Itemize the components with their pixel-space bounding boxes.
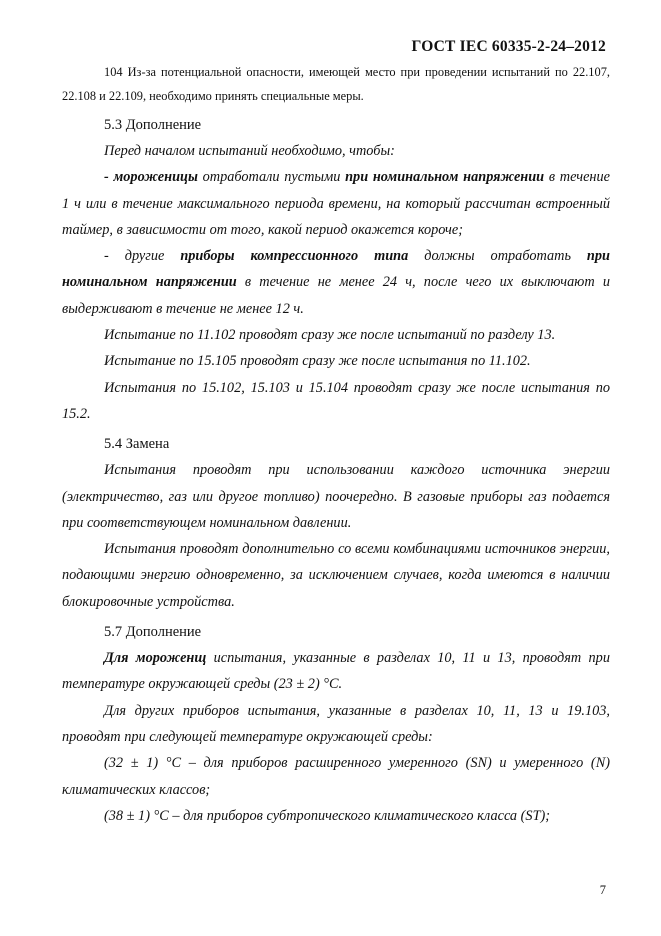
section-5-4-paragraph: Испытания проводят дополнительно со всеми комбинациями источников энергии, подающими энергию одновременно, за исключением случаев, когда имеются в наличии блокировочные устройства. — [62, 541, 610, 610]
section-5-3-paragraph: Испытание по 11.102 проводят сразу же после испытаний по разделу 13. — [104, 327, 556, 344]
section-5-3-item-ice-cream-makers — [62, 164, 610, 243]
section-5-7-paragraph — [62, 645, 610, 698]
section-heading-5-3: 5.3 Дополнение — [104, 117, 202, 133]
text-run: в течение не менее 24 ч, после чего их выключают и выдерживают в течение не менее 12 ч. — [62, 274, 610, 317]
text-run: в течение 1 ч или в течение максимального периода времени, на который рассчитан встроенный таймер, в зависимости от того, какой период окажется короче; — [62, 169, 611, 238]
section-5-3-item-compressor-appliances — [62, 243, 610, 322]
text-run: испытания, указанные в разделах 10, 11 и 13, проводят при температуре окружающей среды (23 ± 2) °С. — [62, 650, 610, 693]
bold-term: Для мороженщ — [104, 650, 207, 667]
bold-term: - мороженицы — [104, 169, 198, 186]
section-5-7-paragraph: Для других приборов испытания, указанные в разделах 10, 11, 13 и 19.103, проводят при следующей температуре окружающей среды: — [62, 702, 610, 745]
note-104: 104 Из-за потенциальной опасности, имеющей место при проведении испытаний по 22.107, 22.108 и 22.109, необходимо принять специальные меры. — [62, 65, 610, 103]
section-heading-5-4: 5.4 Замена — [104, 436, 170, 453]
document-body — [62, 60, 610, 829]
bold-term: при номинальном напряжении — [345, 169, 545, 186]
text-run: отработали пустыми — [197, 169, 346, 186]
text-run: - другие — [104, 248, 181, 265]
document-header: ГОСТ IEC 60335-2-24–2012 — [411, 38, 606, 55]
section-5-4-paragraph: Испытания проводят при использовании каждого источника энергии (электричество, газ или другое топливо) поочередно. В газовые приборы газ подается при соответствующем номинальном давлении. — [62, 462, 610, 531]
section-5-3-paragraph: Испытание по 15.105 проводят сразу же после испытания по 11.102. — [104, 353, 531, 370]
section-5-3-intro: Перед началом испытаний необходимо, чтобы: — [104, 143, 395, 159]
section-5-7-paragraph: (38 ± 1) °С – для приборов субтропического климатического класса (ST); — [104, 807, 551, 824]
bold-term: при номинальном напряжении — [62, 248, 610, 291]
section-5-3-paragraph: Испытания по 15.102, 15.103 и 15.104 проводят сразу же после испытания по 15.2. — [62, 379, 610, 422]
text-run: должны отработать — [408, 248, 587, 265]
section-5-7-paragraph: (32 ± 1) °С – для приборов расширенного умеренного (SN) и умеренного (N) климатических классов; — [62, 755, 610, 798]
section-heading-5-7: 5.7 Дополнение — [104, 624, 202, 641]
page-number: 7 — [599, 883, 606, 897]
bold-term: приборы компрессионного типа — [180, 248, 409, 265]
